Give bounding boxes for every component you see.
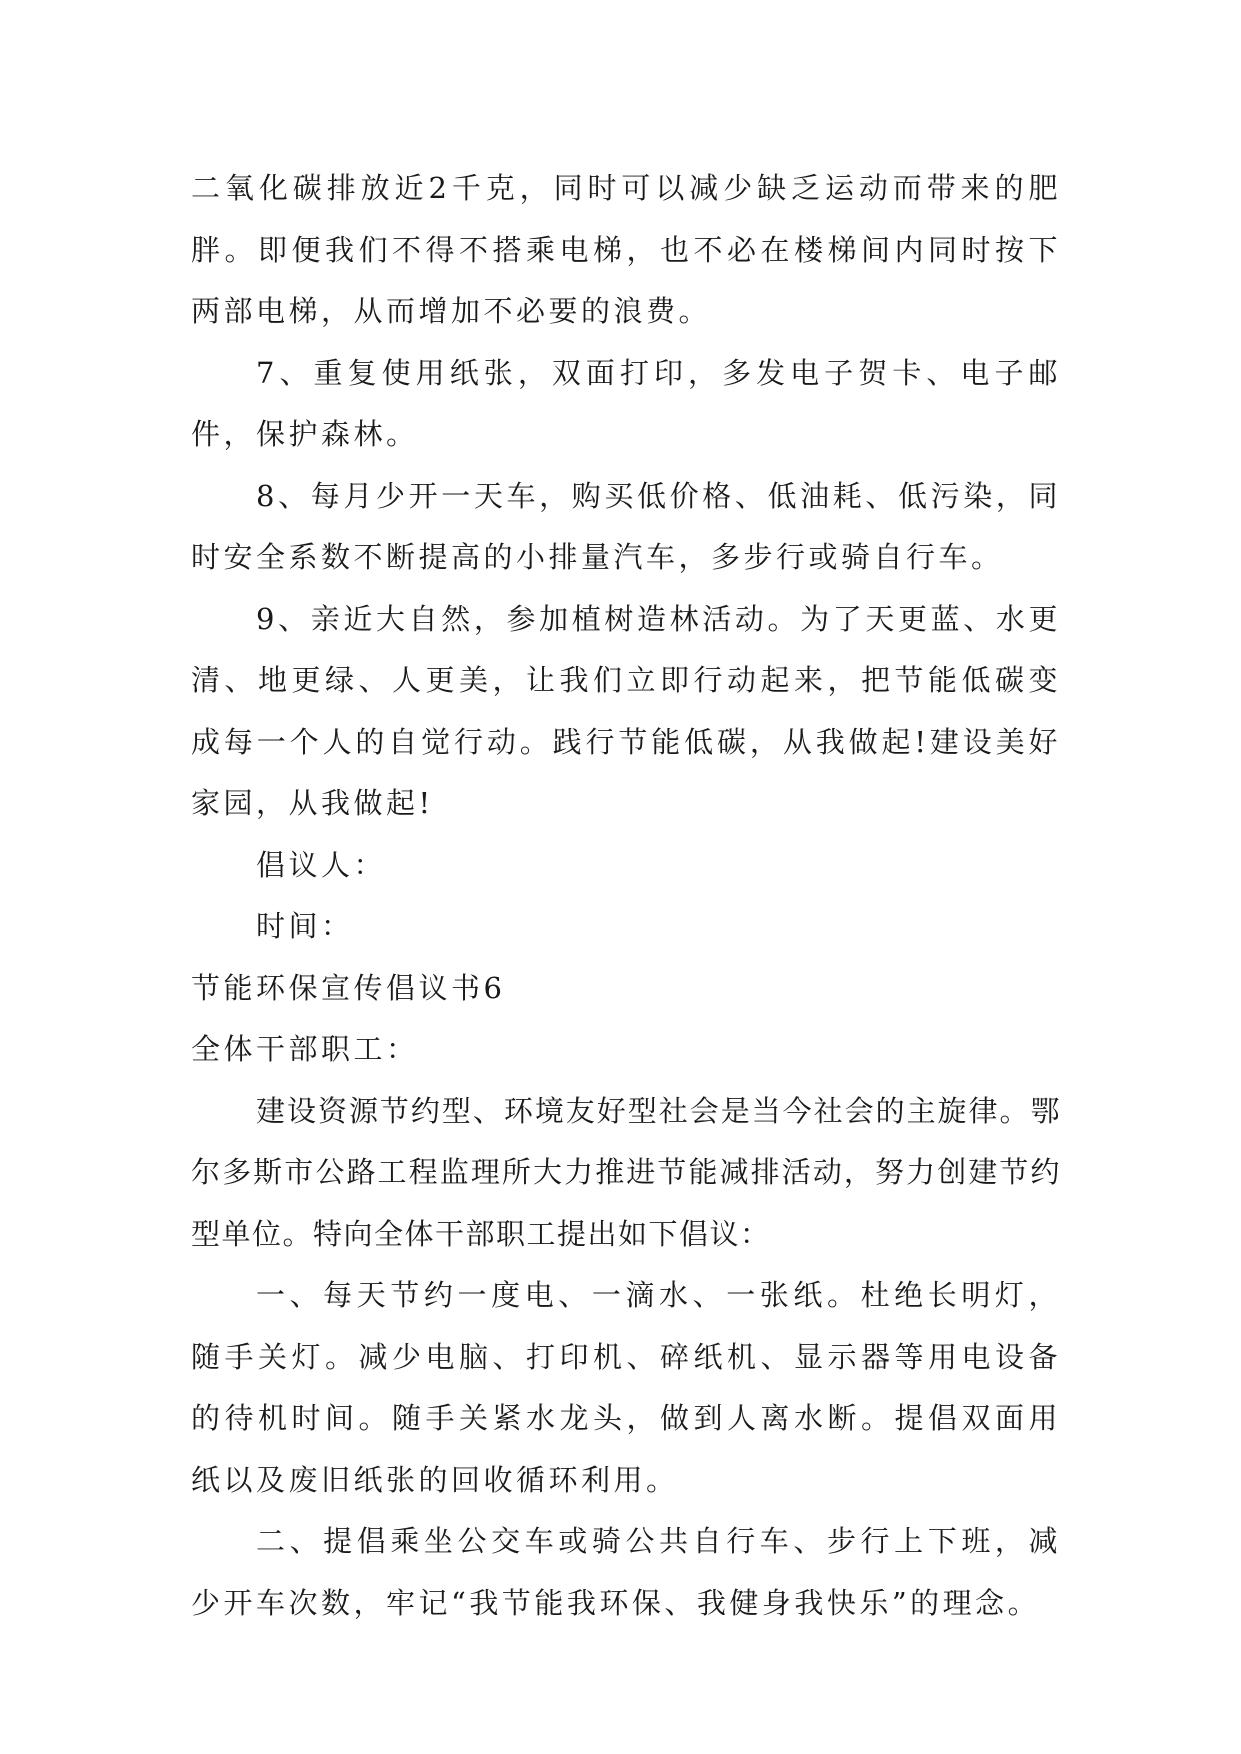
proposer-label: 倡议人： <box>256 847 387 882</box>
paragraph-continued: 二氧化碳排放近2千克，同时可以减少缺乏运动而带来的肥胖。即便我们不得不搭乘电梯，也不必在楼梯间内同时按下两部电梯，从而增加不必要的浪费。 <box>191 171 1061 328</box>
date-label: 时间： <box>256 909 354 943</box>
salutation: 全体干部职工： <box>191 1032 419 1066</box>
paragraph-item-9: 9、亲近大自然，参加植树造林活动。为了天更蓝、水更清、地更绿、人更美，让我们立即行动起来，把节能低碳变成每一个人的自觉行动。践行节能低碳，从我做起!建设美好家园，从我做起! <box>191 601 1061 820</box>
paragraph-item-8: 8、每月少开一天车，购买低价格、低油耗、低污染，同时安全系数不断提高的小排量汽车，多步行或骑自行车。 <box>191 478 1061 574</box>
paragraph-proposal-1: 一、每天节约一度电、一滴水、一张纸。杜绝长明灯，随手关灯。减少电脑、打印机、碎纸机、显示器等用电设备的待机时间。随手关紧水龙头，做到人离水断。提倡双面用纸以及废旧纸张的回收循环利用。 <box>191 1278 1061 1497</box>
section-title: 节能环保宣传倡议书6 <box>191 970 506 1005</box>
paragraph-item-7: 7、重复使用纸张，双面打印，多发电子贺卡、电子邮件，保护森林。 <box>191 355 1061 451</box>
paragraph-intro: 建设资源节约型、环境友好型社会是当今社会的主旋律。鄂尔多斯市公路工程监理所大力推进节能减排活动，努力创建节约型单位。特向全体干部职工提出如下倡议： <box>191 1093 1061 1251</box>
paragraph-proposal-2: 二、提倡乘坐公交车或骑公共自行车、步行上下班，减少开车次数，牢记“我节能我环保、我健身我快乐”的理念。 <box>191 1524 1061 1620</box>
document-body <box>191 158 1061 1634</box>
